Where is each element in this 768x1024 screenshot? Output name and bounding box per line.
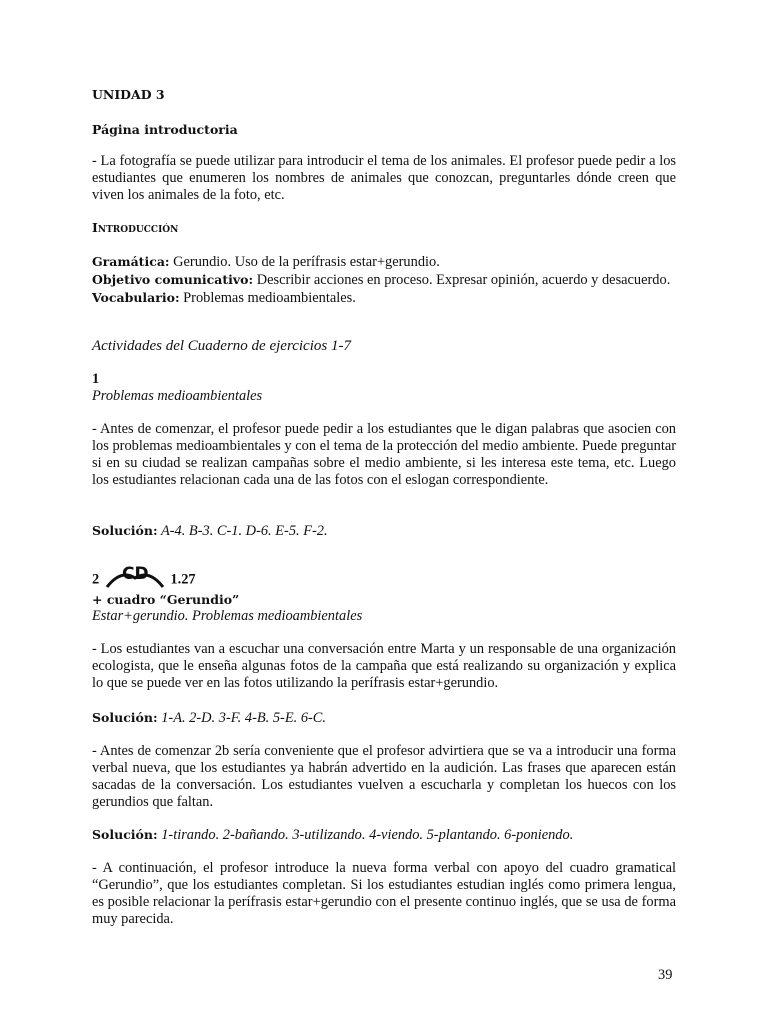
intro-paragraph: - La fotografía se puede utilizar para introducir el tema de los animales. El profesor puede pedir a los estudiantes que enumeren los nombres de animales que conozcan, preguntarles dónde creen que viven los animales de la foto, etc.	[92, 153, 676, 203]
solution-label: Solución:	[92, 710, 158, 725]
page-number: 39	[658, 967, 673, 983]
vocab-label: Vocabulario:	[92, 290, 180, 305]
solution-label: Solución:	[92, 827, 158, 842]
activity-2-solution-2	[92, 826, 676, 844]
activity-1-number: 1	[92, 371, 100, 387]
activity-2-subtitle: Estar+gerundio. Problemas medioambientales	[92, 608, 363, 624]
cd-audio-icon	[105, 563, 165, 589]
track-number: 1.27	[170, 571, 196, 588]
grammar-label: Gramática:	[92, 254, 170, 269]
section-heading: Página introductoria	[92, 122, 238, 137]
cd-icon-text: CD	[121, 564, 149, 584]
vocab-line	[92, 289, 676, 307]
activity-2-number: 2	[92, 571, 100, 588]
solution-text: 1-tirando. 2-bañando. 3-utilizando. 4-viendo. 5-plantando. 6-poniendo.	[157, 827, 574, 843]
activity-2-paragraph-2: - Antes de comenzar 2b sería conveniente que el profesor advirtiera que se va a introducir una forma verbal nueva, que los estudiantes ya habrán advertido en la audición. Las frases que aparecen están sacadas de la conversación. Los estudiantes vuelven a escucharla y completan los huecos con los gerundios que faltan.	[92, 743, 676, 810]
solution-text: A-4. B-3. C-1. D-6. E-5. F-2.	[157, 523, 328, 539]
vocab-text: Problemas medioambientales.	[179, 290, 356, 306]
activity-1-paragraph: - Antes de comenzar, el profesor puede pedir a los estudiantes que le digan palabras que asocien con los problemas medioambientales y con el tema de la protección del medio ambiente. Puede preguntar si en su ciudad se realizan campañas sobre el medio ambiente, si les interesa este tema, etc. Luego los estudiantes relacionan cada una de las fotos con el eslogan correspondiente.	[92, 421, 676, 488]
unit-summary	[92, 253, 676, 307]
activity-1-title: Problemas medioambientales	[92, 388, 263, 404]
activity-2-paragraph-3: - A continuación, el profesor introduce la nueva forma verbal con apoyo del cuadro gramatical “Gerundio”, que los estudiantes completan. Si los estudiantes estudian inglés como primera lengua, es posible relacionar la perífrasis estar+gerundio con el presente continuo inglés, que se usa de forma muy parecida.	[92, 860, 676, 927]
introduccion-heading: Introducción	[92, 220, 179, 235]
objective-line	[92, 271, 676, 289]
solution-label: Solución:	[92, 523, 158, 538]
grammar-text: Gerundio. Uso de la perífrasis estar+gerundio.	[169, 254, 440, 270]
activity-2-solution-1	[92, 709, 676, 727]
workbook-note: Actividades del Cuaderno de ejercicios 1-7	[92, 338, 351, 354]
objective-text: Describir acciones en proceso. Expresar opinión, acuerdo y desacuerdo.	[253, 272, 671, 288]
grammar-box-line: + cuadro “Gerundio”	[92, 592, 240, 607]
activity-1-solution	[92, 522, 676, 540]
grammar-line	[92, 253, 676, 271]
objective-label: Objetivo comunicativo:	[92, 272, 254, 287]
unit-title: UNIDAD 3	[92, 87, 165, 102]
solution-text: 1-A. 2-D. 3-F. 4-B. 5-E. 6-C.	[157, 710, 327, 726]
activity-2-paragraph-1: - Los estudiantes van a escuchar una conversación entre Marta y un responsable de una organización ecologista, que le enseña algunas fotos de la campaña que está realizando su organización y explica lo que se puede ver en las fotos utilizando la perífrasis estar+gerundio.	[92, 641, 676, 691]
activity-2-header	[92, 564, 196, 591]
